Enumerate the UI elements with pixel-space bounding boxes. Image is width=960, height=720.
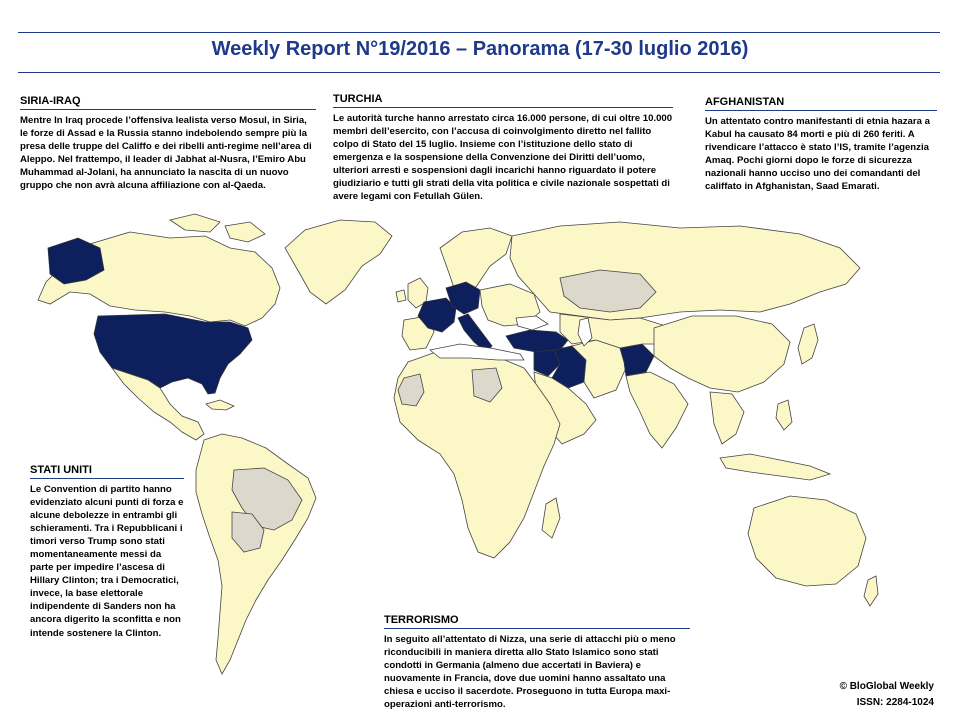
united-states [94,314,252,394]
australia [748,496,866,586]
section-siria-iraq [20,95,316,192]
afghanistan [620,344,654,376]
section-text: Le Convention di partito hanno evidenziato alcuni punti di forza e alcune debolezze in entrambi gli schieramenti. Tra i Repubblicani i timori verso Trump sono stati momentaneamente messi da parte per impedire l’ascesa di Hillary Clinton; tra i Democratici, invece, la base elettorale indipendente di Sanders non ha ancora digerito la sconfitta e non intende sostenere la Clinton. [30,484,184,639]
indonesia [720,454,830,480]
cuba [206,400,234,410]
china [654,316,790,392]
section-heading: TERRORISMO [384,614,690,629]
japan [798,324,818,364]
section-heading: STATI UNITI [30,464,184,479]
section-heading: TURCHIA [333,93,673,108]
mediterranean-sea [430,344,524,360]
philippines [776,400,792,430]
greenland [285,220,392,304]
india [626,372,688,448]
new-zealand [864,576,878,606]
page-title: Weekly Report N°19/2016 – Panorama (17-30 luglio 2016) [211,38,749,60]
madagascar [542,498,560,538]
russia [510,222,860,320]
section-text: Un attentato contro manifestanti di etnia hazara a Kabul ha causato 84 morti e più di 260 feriti. A rivendicare l’attacco è stato l’IS, tramite l’agenzia Amaq. Pochi giorni dopo le forze di sicurezza nazionali hanno ucciso uno dei comandanti del califfato in Afghanistan, Saad Emarati. [705,116,930,193]
section-heading: AFGHANISTAN [705,96,937,111]
section-terrorismo [384,614,690,711]
copyright-text: © BloGlobal Weekly [839,681,934,692]
section-text: Mentre In Iraq procede l’offensiva lealista verso Mosul, in Siria, le forze di Assad e la Russia stanno indebolendo sempre più la presa delle truppe del Califfo e dei ribelli anti-regime nell’area di Aleppo. Nel frattempo, il leader di Jabhat al-Nusra, l’Emiro Abu Muhammad al-Jolani, ha annunciato la nascita di un nuovo gruppo che non avrà alcuna affiliazione con al-Qaeda. [20,115,312,192]
issn-text: ISSN: 2284-1024 [856,697,934,708]
title-rule-top [18,32,940,33]
section-text: In seguito all’attentato di Nizza, una serie di attacchi più o meno riconducibili in maniera diretta allo Stato Islamico sono stati condotti in Germania (almeno due accertati in Baviera) e nuovamente in Francia, dove due uomini hanno assaltato una chiesa e ucciso il sacerdote. Proseguono in tutta Europa maxi-operazioni anti-terrorismo. [384,634,676,711]
section-heading: SIRIA-IRAQ [20,95,316,110]
section-afghanistan [705,96,937,193]
section-stati-uniti [30,464,184,640]
credit-block [840,679,934,711]
section-turchia [333,93,673,203]
southeast-asia [710,392,744,444]
title-rule-bottom [18,72,940,73]
section-text: Le autorità turche hanno arrestato circa 16.000 persone, di cui oltre 10.000 membri dell’esercito, con l’accusa di coinvolgimento diretto nel fallito colpo di Stato del 15 luglio. Insieme con l’istituzione dello stato di emergenza e la sospensione della Convenzione dei Diritti dell’uomo, ulteriori arresti e sospensioni dagli incarichi hanno riguardato il potere giudiziario e tutti gli strati della vita politica e civile nazionale sospettati di avere legami con Fetullah Gülen. [333,113,673,203]
black-sea [516,316,548,330]
